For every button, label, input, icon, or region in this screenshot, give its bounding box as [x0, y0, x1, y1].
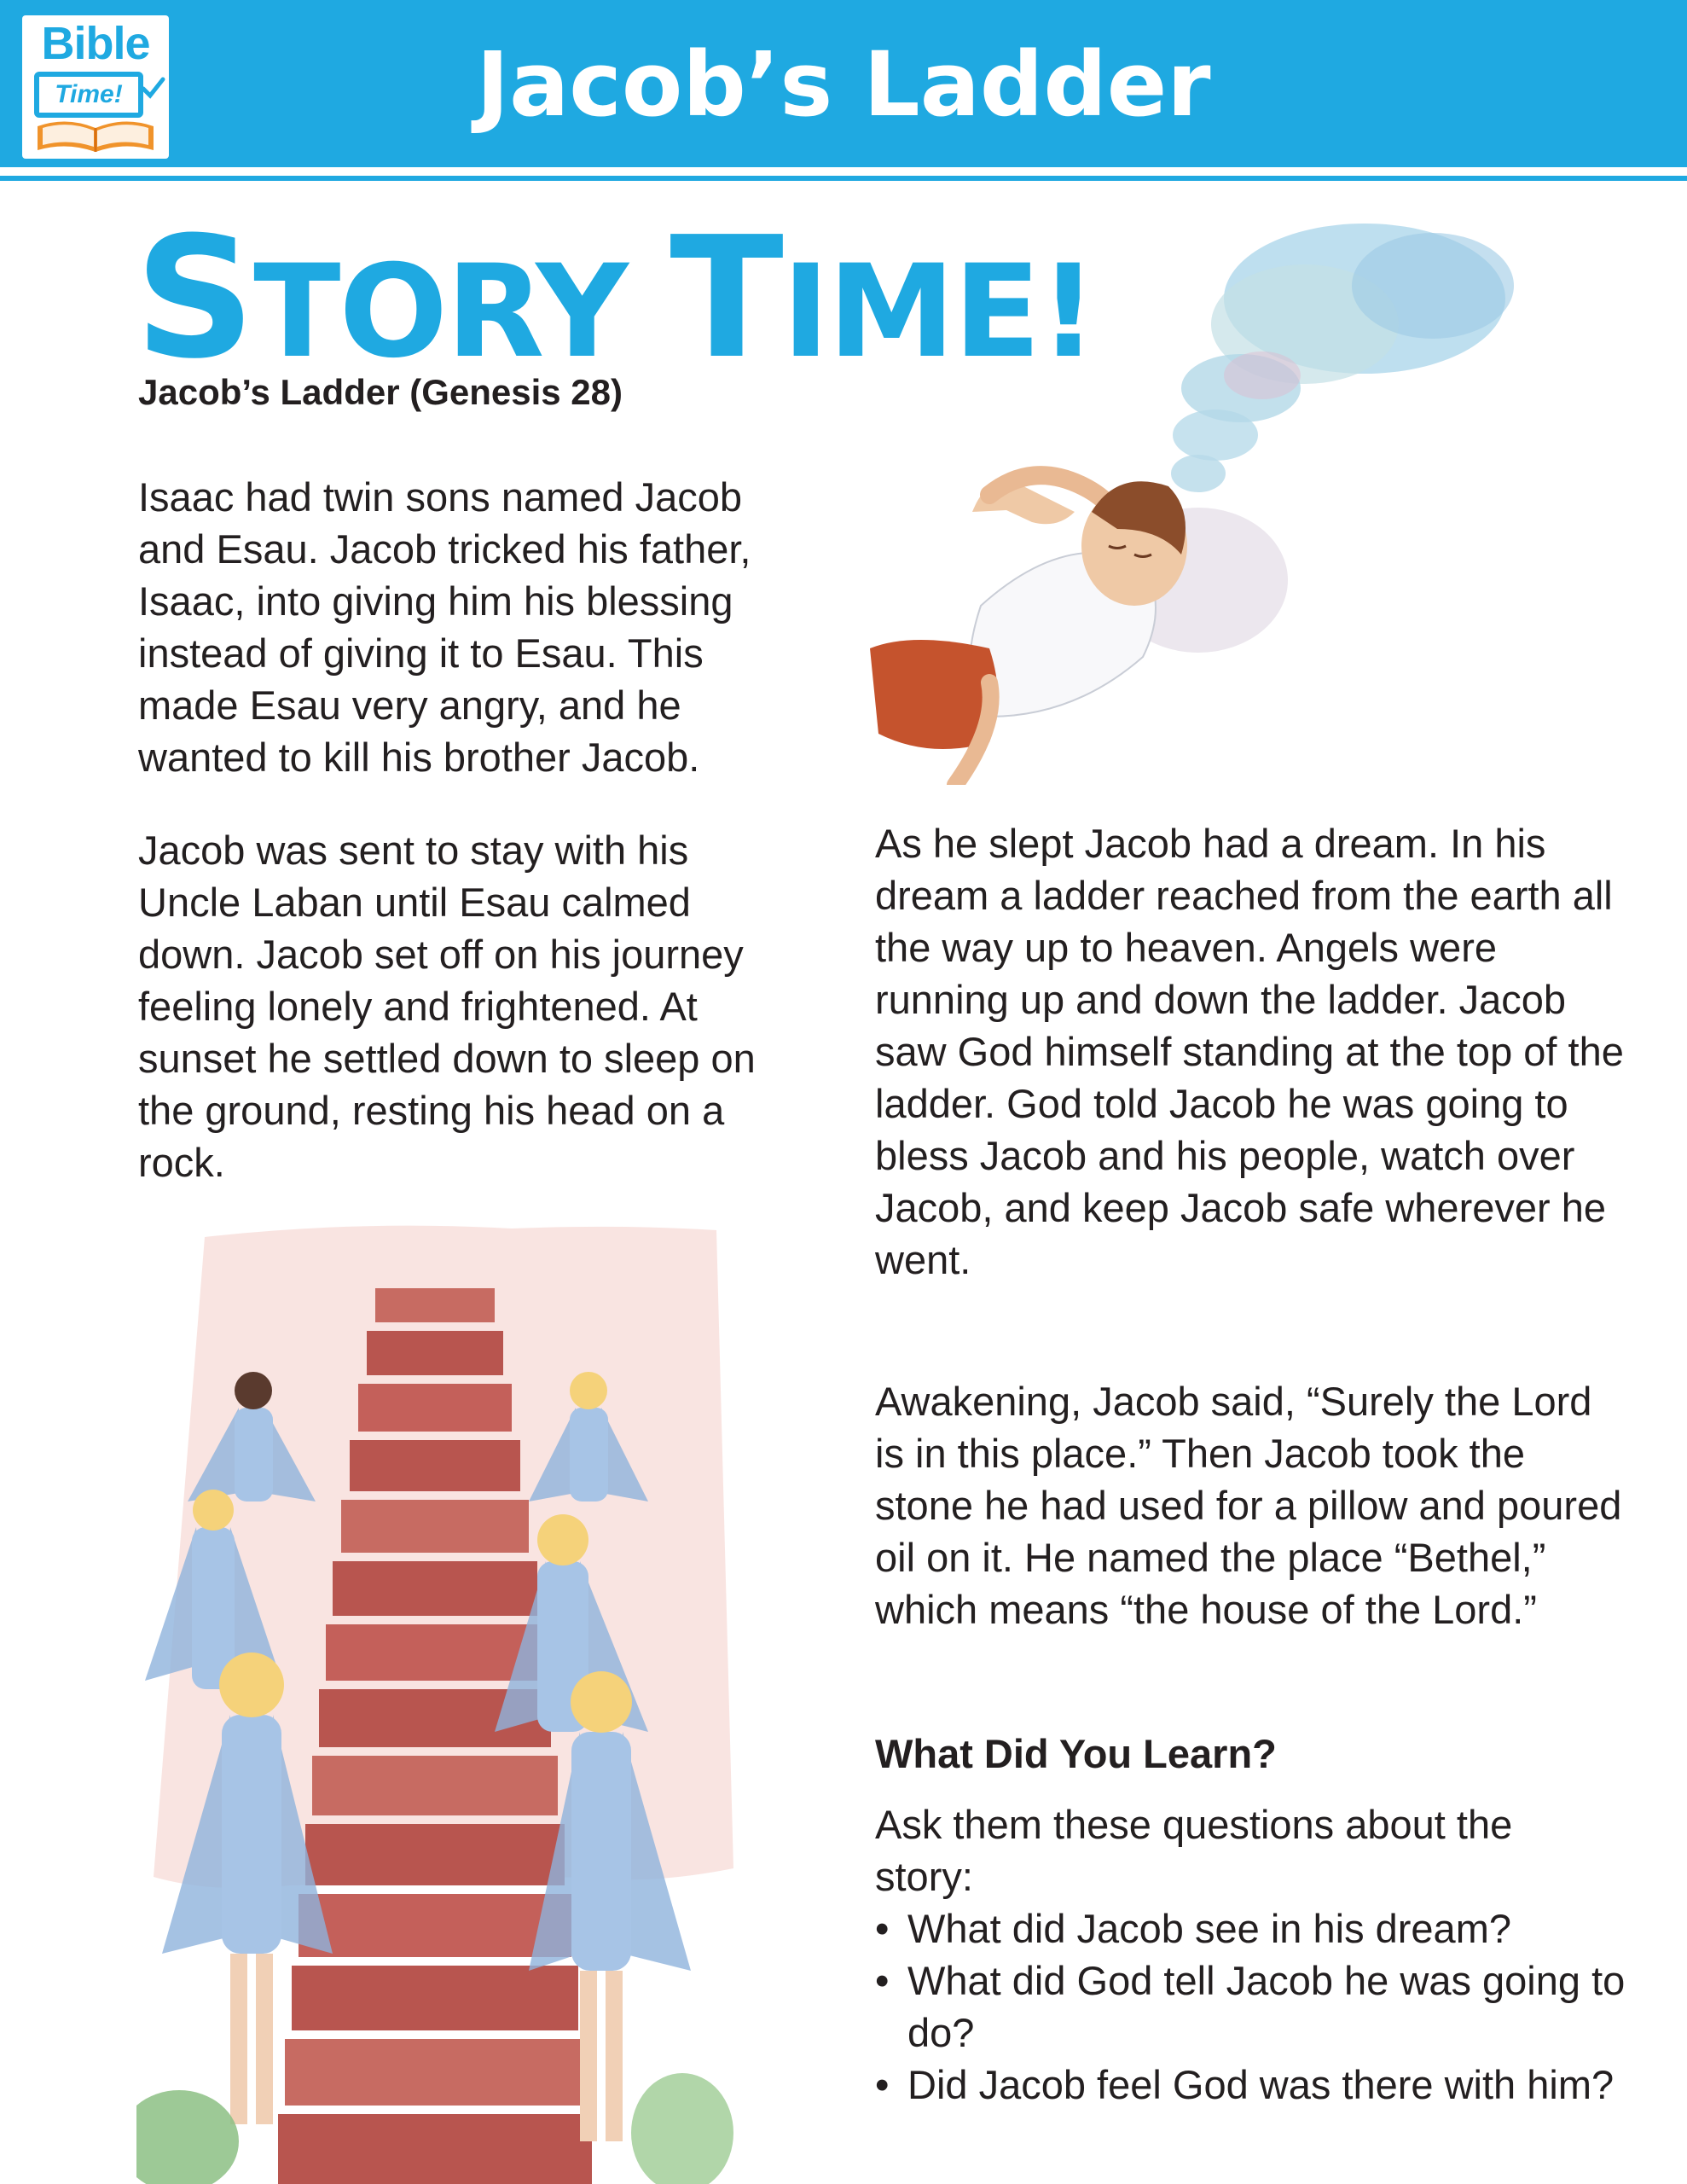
list-item [875, 1902, 1626, 1955]
list-item [875, 1955, 1626, 2059]
story-paragraph-2: Jacob was sent to stay with his Uncle Laban until Esau calmed down. Jacob set off on his journey feeling lonely and frightened. At sunset he settled down to sleep on the ground, resting his head on a rock. [138, 828, 756, 1185]
jacob-figure [870, 475, 1288, 785]
header-bar [0, 0, 1687, 167]
story-subtitle: Jacob’s Ladder (Genesis 28) [138, 372, 623, 412]
question-text: Did Jacob feel God was there with him? [907, 2062, 1615, 2107]
logo-word-time: Time! [34, 72, 143, 118]
title-letter-t: T [670, 201, 782, 396]
title-letter-s: S [135, 201, 254, 396]
bullet-icon: • [875, 1958, 890, 2003]
story-paragraph-3: As he slept Jacob had a dream. In his dream a ladder reached from the earth all the way up to heaven. Angels were running up and down the ladder. Jacob saw God himself standing at the top of the ladder. God told Jacob he was going to bless Jacob and his people, watch over Jacob, and keep Jacob safe wherever he went. [875, 821, 1624, 1282]
logo-word-bible: Bible [41, 18, 150, 69]
dream-cloud-icon [1171, 224, 1514, 492]
question-text: What did God tell Jacob he was going to do? [907, 1958, 1626, 2055]
title-space [627, 238, 670, 386]
list-item [875, 2059, 1626, 2111]
sleeping-jacob-illustration [861, 205, 1595, 785]
question-list [875, 1902, 1626, 2111]
bullet-icon: • [875, 1906, 890, 1951]
header-divider [0, 176, 1687, 181]
learn-heading: What Did You Learn? [875, 1731, 1277, 1776]
story-paragraph-1: Isaac had twin sons named Jacob and Esau. Jacob tricked his father, Isaac, into giving him his blessing instead of giving it to Esau. This made Esau very angry, and he wanted to kill his brother Jacob. [138, 474, 751, 780]
page-title: Jacob’s Ladder [476, 32, 1211, 136]
story-paragraph-4: Awakening, Jacob said, “Surely the Lord is in this place.” Then Jacob took the stone he had used for a pillow and poured oil on it. He named the place “Bethel,” which means “the house of the Lord.” [875, 1379, 1622, 1632]
learn-intro: Ask them these questions about the story: [875, 1802, 1513, 1899]
title-word-ime: IME! [781, 238, 1096, 386]
title-word-tory: TORY [253, 238, 627, 386]
question-text: What did Jacob see in his dream? [907, 1906, 1511, 1951]
ladder-angels-illustration [136, 1220, 751, 2184]
bullet-icon: • [875, 2062, 890, 2107]
